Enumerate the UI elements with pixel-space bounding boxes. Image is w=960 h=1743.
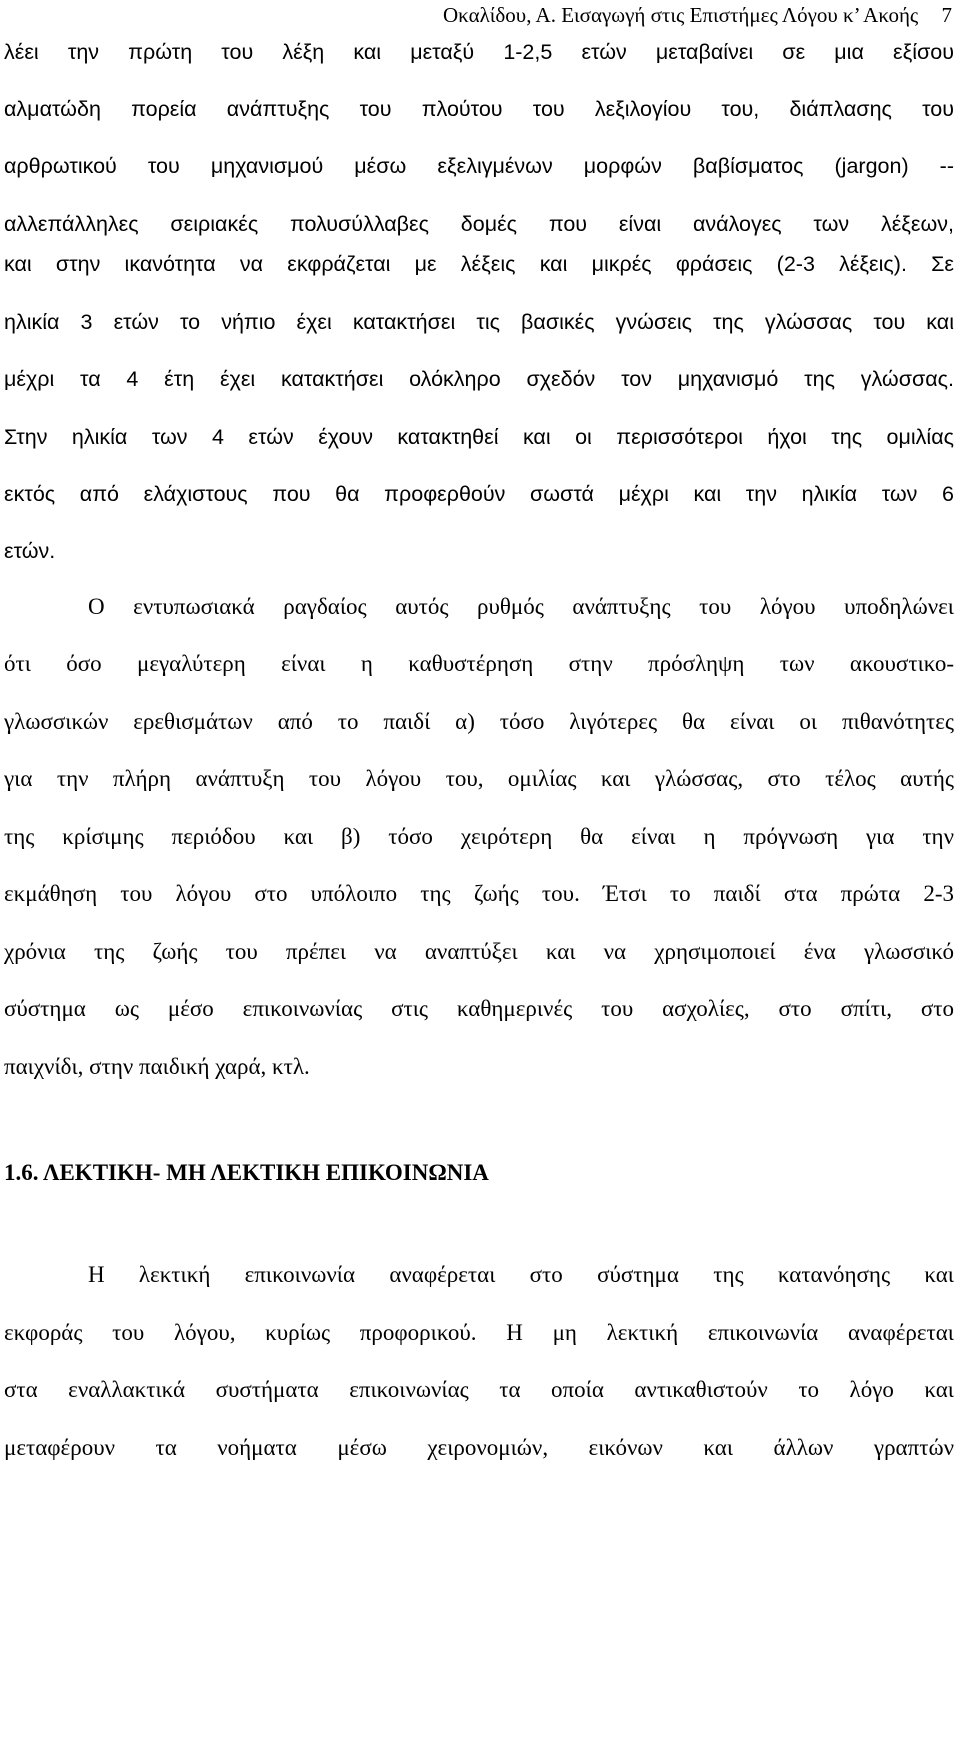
paragraph-1-line: και στην ικανότητα να εκφράζεται με λέξεις και μικρές φράσεις (2-3 λέξεις). Σε (4, 252, 954, 276)
running-header (443, 2, 952, 28)
paragraph-2-line: γλωσσικών ερεθισμάτων από το παιδί α) τόσο λιγότερες θα είναι οι πιθανότητες (4, 709, 954, 734)
paragraph-2-line: για την πλήρη ανάπτυξη του λόγου του, ομιλίας και γλώσσας, στο τέλος αυτής (4, 766, 954, 791)
paragraph-1-line: μέχρι τα 4 έτη έχει κατακτήσει ολόκληρο σχεδόν τον μηχανισμό της γλώσσας. (4, 367, 954, 391)
header-title: Οκαλίδου, Α. Εισαγωγή στις Επιστήμες Λόγου κ’ Ακοής (443, 3, 919, 27)
paragraph-3-line: στα εναλλακτικά συστήματα επικοινωνίας τα οποία αντικαθιστούν το λόγο και (4, 1377, 954, 1402)
paragraph-3-line: μεταφέρουν τα νοήματα μέσω χειρονομιών, εικόνων και άλλων γραπτών (4, 1435, 954, 1460)
paragraph-3-line: Η λεκτική επικοινωνία αναφέρεται στο σύστημα της κατανόησης και (88, 1262, 954, 1287)
paragraph-2-line: σύστημα ως μέσο επικοινωνίας στις καθημερινές του ασχολίες, στο σπίτι, στο (4, 996, 954, 1021)
paragraph-2-line: Ο εντυπωσιακά ραγδαίος αυτός ρυθμός ανάπτυξης του λόγου υποδηλώνει (88, 594, 954, 619)
paragraph-3-line: εκφοράς του λόγου, κυρίως προφορικού. Η μη λεκτική επικοινωνία αναφέρεται (4, 1320, 954, 1345)
page-number: 7 (941, 3, 952, 27)
paragraph-1-line: ηλικία 3 ετών το νήπιο έχει κατακτήσει τις βασικές γνώσεις της γλώσσας του και (4, 310, 954, 334)
paragraph-2-line: χρόνια της ζωής του πρέπει να αναπτύξει και να χρησιμοποιεί ένα γλωσσικό (4, 939, 954, 964)
paragraph-1-line: λέει την πρώτη του λέξη και μεταξύ 1-2,5 ετών μεταβαίνει σε μια εξίσου (4, 40, 954, 64)
paragraph-1-line: εκτός από ελάχιστους που θα προφερθούν σωστά μέχρι και την ηλικία των 6 (4, 482, 954, 506)
section-heading: 1.6. ΛΕΚΤΙΚΗ- ΜΗ ΛΕΚΤΙΚΗ ΕΠΙΚΟΙΝΩΝΙΑ (4, 1160, 489, 1185)
paragraph-1-line: Στην ηλικία των 4 ετών έχουν κατακτηθεί και οι περισσότεροι ήχοι της ομιλίας (4, 425, 954, 449)
paragraph-2-line: εκμάθηση του λόγου στο υπόλοιπο της ζωής του. Έτσι το παιδί στα πρώτα 2-3 (4, 881, 954, 906)
paragraph-1-line: αλλεπάλληλες σειριακές πολυσύλλαβες δομές που είναι ανάλογες των λέξεων, (4, 212, 954, 236)
paragraph-2-line: ότι όσο μεγαλύτερη είναι η καθυστέρηση στην πρόσληψη των ακουστικο- (4, 651, 954, 676)
paragraph-1-line: ετών. (4, 539, 56, 563)
paragraph-1-line: αρθρωτικού του μηχανισμού μέσω εξελιγμένων μορφών βαβίσματος (jargon) -- (4, 154, 954, 178)
paragraph-1-line: αλματώδη πορεία ανάπτυξης του πλούτου του λεξιλογίου του, διάπλασης του (4, 97, 954, 121)
paragraph-2-line: παιχνίδι, στην παιδική χαρά, κτλ. (4, 1054, 310, 1079)
paragraph-2-line: της κρίσιμης περιόδου και β) τόσο χειρότερη θα είναι η πρόγνωση για την (4, 824, 954, 849)
